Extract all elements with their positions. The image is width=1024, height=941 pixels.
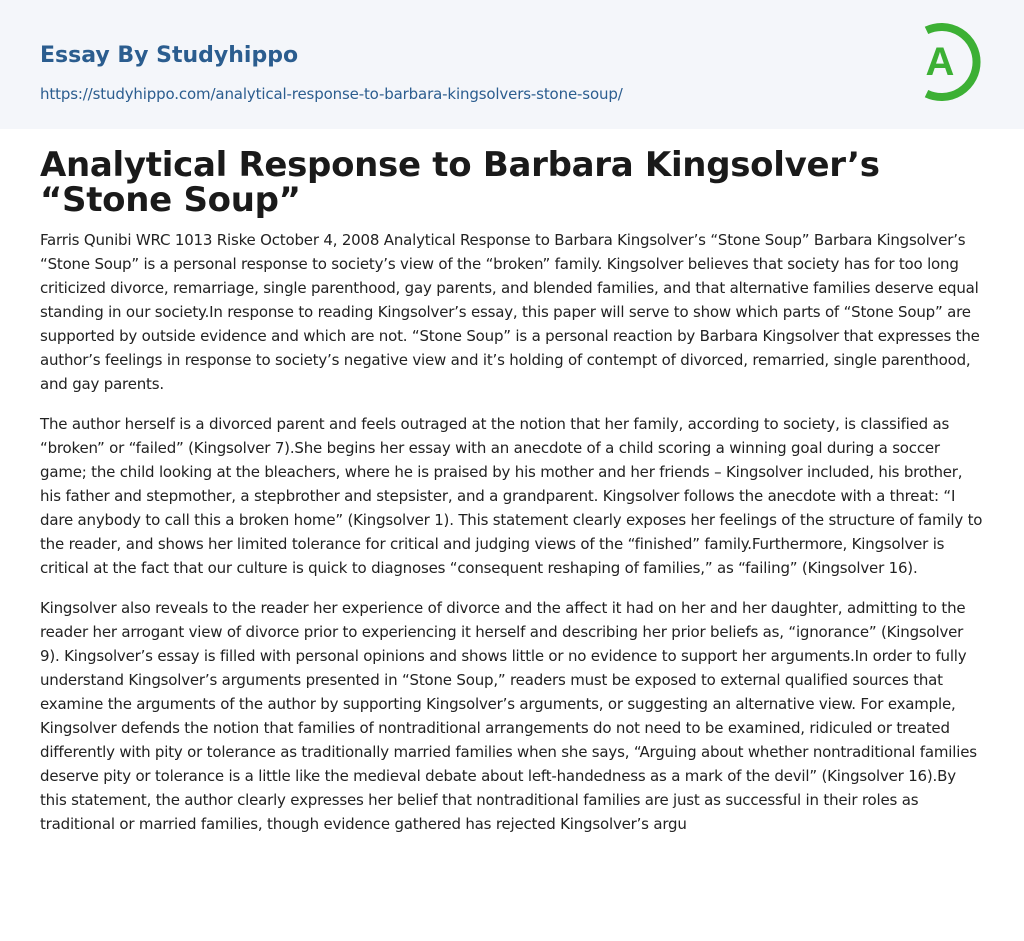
essay-paragraph-1: Farris Qunibi WRC 1013 Riske October 4, 2008 Analytical Response to Barbara Kingsolver’s “Stone Soup” Barbara Kingsolver’s “Stone Soup” is a personal response to society’s view of the “broken” family. Kingsolver believes that society has for too long criticized divorce, remarriage, single parenthood, gay parents, and blended families, and that alternative families deserve equal standing in our society.In response to reading Kingsolver’s essay, this paper will serve to show which parts of “Stone Soup” are supported by outside evidence and which are not. “Stone Soup” is a personal reaction by Barbara Kingsolver that expresses the author’s feelings in response to society’s negative view and it’s holding of contempt of divorced, remarried, single parenthood, and gay parents. [40, 231, 980, 393]
logo-letter: A [925, 40, 955, 84]
essay-paragraph-3: Kingsolver also reveals to the reader her experience of divorce and the affect it had on her and her daughter, admitting to the reader her arrogant view of divorce prior to experiencing it herself and describing her prior beliefs as, “ignorance” (Kingsolver 9). Kingsolver’s essay is filled with personal opinions and shows little or no evidence to support her arguments.In order to fully understand Kingsolver’s arguments presented in “Stone Soup,” readers must be exposed to external qualified sources that examine the arguments of the author by supporting Kingsolver’s arguments, or suggesting an alternative view. For example, Kingsolver defends the notion that families of nontraditional arrangements do not need to be examined, ridiculed or treated differently with pity or tolerance as traditionally married families when she says, “Arguing about whether nontraditional families deserve pity or tolerance is a little like the medieval debate about left-handedness as a mark of the devil” (Kingsolver 16).By this statement, the author clearly expresses her belief that nontraditional families are just as successful in their roles as traditional or married families, though evidence gathered has rejected Kingsolver’s argu [40, 599, 977, 833]
studyhippo-logo-icon[interactable] [914, 20, 986, 104]
site-header [0, 0, 1024, 129]
site-brand[interactable]: Essay By Studyhippo [40, 43, 299, 68]
essay-body [40, 228, 986, 836]
essay-url-link[interactable]: https://studyhippo.com/analytical-response-to-barbara-kingsolvers-stone-soup/ [40, 85, 623, 103]
essay-title: Analytical Response to Barbara Kingsolver’s “Stone Soup” [40, 145, 880, 220]
essay-content [40, 145, 986, 852]
essay-paragraph-2: The author herself is a divorced parent and feels outraged at the notion that her family, according to society, is classified as “broken” or “failed” (Kingsolver 7).She begins her essay with an anecdote of a child scoring a winning goal during a soccer game; the child looking at the bleachers, where he is praised by his mother and her friends – Kingsolver included, his brother, his father and stepmother, a stepbrother and stepsister, and a grandparent. Kingsolver follows the anecdote with a threat: “I dare anybody to call this a broken home” (Kingsolver 1). This statement clearly exposes her feelings of the structure of family to the reader, and shows her limited tolerance for critical and judging views of the “finished” family.Furthermore, Kingsolver is critical at the fact that our culture is quick to diagnoses “consequent reshaping of families,” as “failing” (Kingsolver 16). [40, 415, 983, 577]
